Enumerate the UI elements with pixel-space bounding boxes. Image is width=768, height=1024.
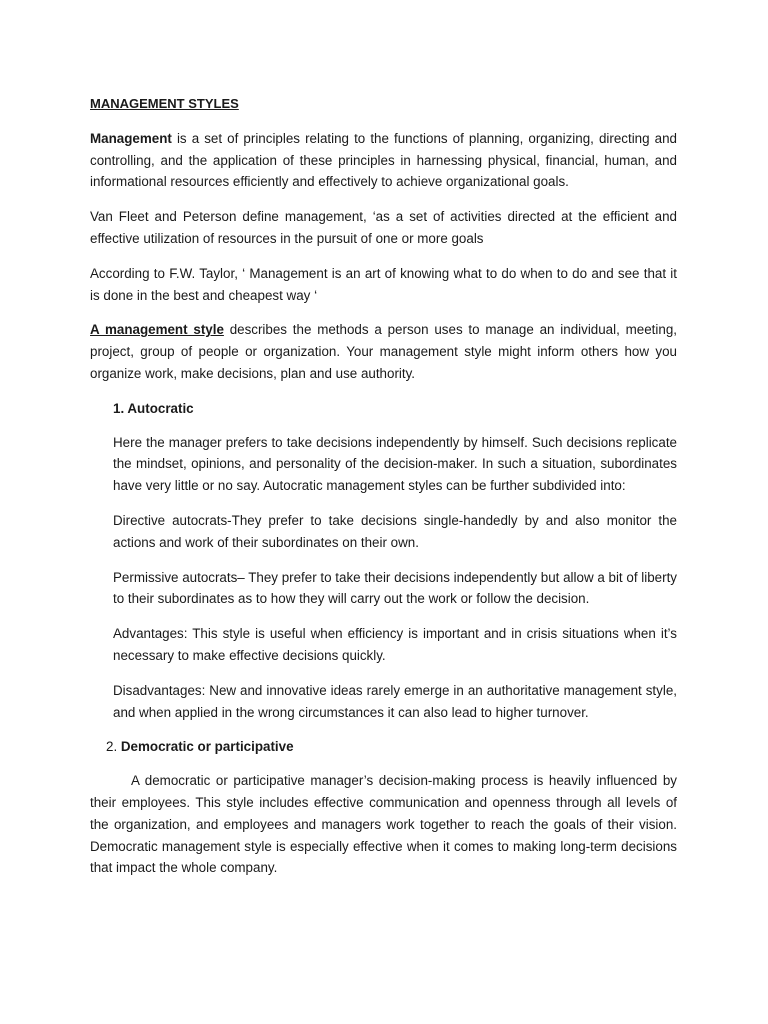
document-content bbox=[90, 93, 677, 892]
intro-text: is a set of principles relating to the functions of planning, organizing, directing and controlling, and the application of these principles in harnessing physical, financial, human, and informational resources efficiently and effectively to achieve organizational goals. bbox=[90, 130, 677, 190]
directive-autocrats: Directive autocrats-They prefer to take decisions single-handedly by and also monitor the actions and work of their subordinates on their own. bbox=[113, 512, 677, 550]
style-definition-paragraph bbox=[90, 319, 677, 384]
intro-term: Management bbox=[90, 130, 172, 146]
taylor-paragraph: According to F.W. Taylor, ‘ Management is an art of knowing what to do when to do and see that it is done in the best and cheapest way ‘ bbox=[90, 265, 677, 303]
democratic-number: 2. bbox=[106, 739, 121, 755]
autocratic-intro: Here the manager prefers to take decisions independently by himself. Such decisions replicate the mindset, opinions, and personality of the decision-maker. In such a situation, subordinates have very little or no say. Autocratic management styles can be further subdivided into: bbox=[113, 434, 677, 494]
style-definition-text: describes the methods a person uses to manage an individual, meeting, project, group of people or organization. Your management style might inform others how you organize work, make decisions, plan and use authority. bbox=[90, 322, 677, 381]
autocratic-heading: 1. Autocratic bbox=[113, 400, 194, 416]
permissive-autocrats: Permissive autocrats– They prefer to take their decisions independently but allow a bit of liberty to their subordinates as to how they will carry out the work or follow the decision. bbox=[113, 569, 677, 607]
style-definition-term: A management style bbox=[90, 322, 224, 338]
autocratic-disadvantages: Disadvantages: New and innovative ideas rarely emerge in an authoritative management style, and when applied in the wrong circumstances it can also lead to higher turnover. bbox=[113, 682, 677, 720]
van-fleet-paragraph: Van Fleet and Peterson define management, ‘as a set of activities directed at the efficient and effective utilization of resources in the pursuit of one or more goals bbox=[90, 209, 677, 246]
page-title: MANAGEMENT STYLES bbox=[90, 96, 239, 111]
autocratic-advantages: Advantages: This style is useful when efficiency is important and in crisis situations when it’s necessary to make effective decisions quickly. bbox=[113, 626, 677, 663]
democratic-paragraph: A democratic or participative manager’s decision-making process is heavily influenced by their employees. This style includes effective communication and openness through all levels of the organization, and employees and managers work together to reach the goals of their vision. Democratic management style is especially effective when it comes to making long-term decisions that impact the whole company. bbox=[90, 773, 677, 876]
democratic-heading-text: Democratic or participative bbox=[120, 739, 294, 755]
intro-paragraph bbox=[90, 128, 677, 193]
democratic-heading bbox=[106, 736, 677, 758]
